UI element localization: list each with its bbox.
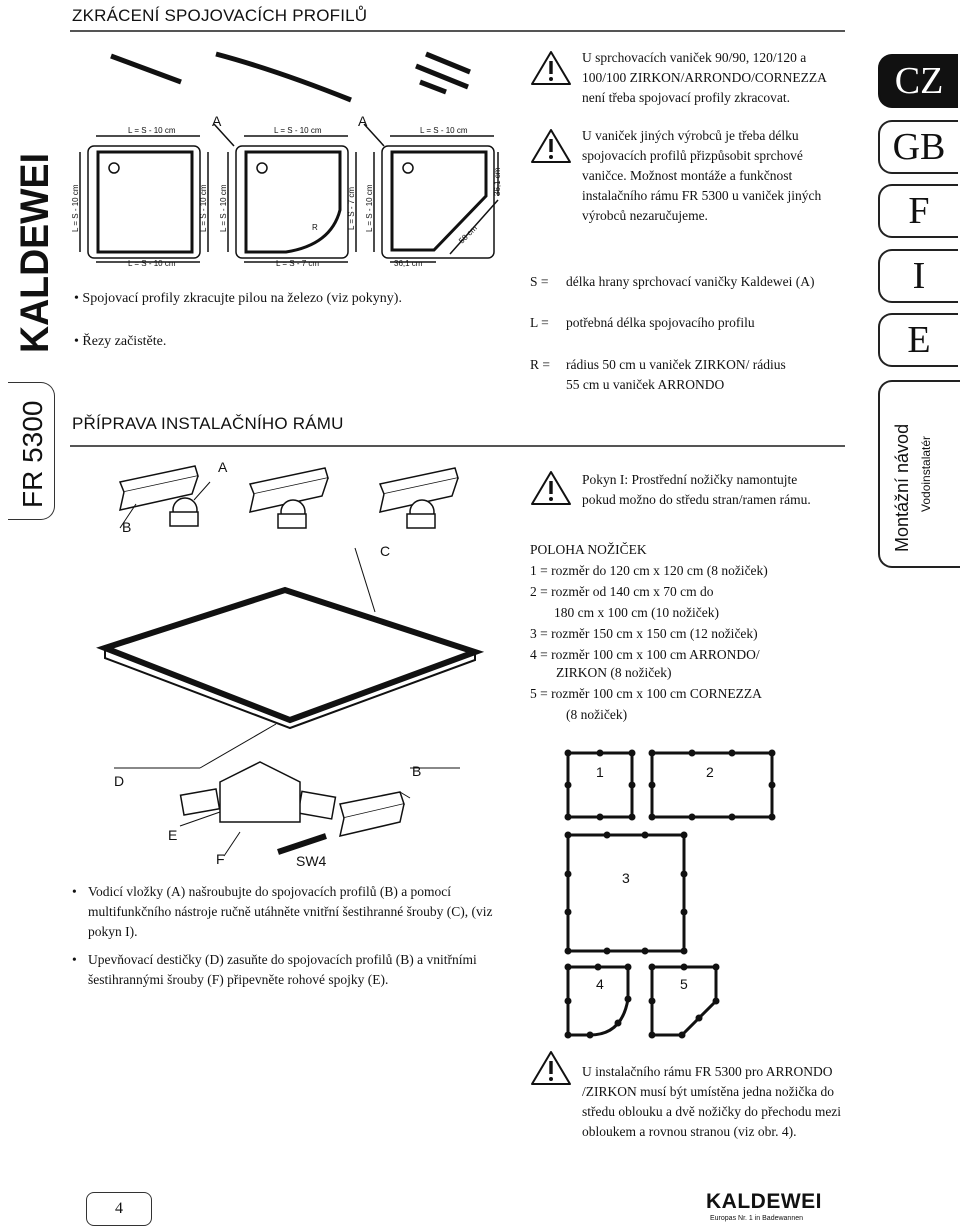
svg-text:58 cm: 58 cm xyxy=(457,223,479,246)
tab-language-cz[interactable]: CZ xyxy=(878,54,958,108)
svg-text:B: B xyxy=(122,519,132,535)
tab-language-f[interactable]: F xyxy=(878,184,958,238)
svg-text:L = S - 10 cm: L = S - 10 cm xyxy=(274,126,322,135)
feet-item-1: 1 = rozměr do 120 cm x 120 cm (8 nožiček) xyxy=(530,563,768,578)
bullet-deburr: • Řezy začistěte. xyxy=(74,334,167,349)
svg-text:L = S - 10 cm: L = S - 10 cm xyxy=(420,126,468,135)
svg-text:Montážní návod: Montážní návod xyxy=(892,423,912,552)
feet-item-2: 2 = rozměr od 140 cm x 70 cm do xyxy=(530,584,714,599)
warning-text-other-manufacturers: U vaniček jiných výrobců je třeba délku spojovacích profilů přizpůsobit sprchové vaničce. Možnost montáže a funkčnost instalačního rámu FR 5300 u vaniček jiných výrobců nezaručujeme. xyxy=(582,128,822,223)
svg-text:FR 5300: FR 5300 xyxy=(17,400,48,508)
frame-instructions xyxy=(72,882,512,990)
svg-text:36,1 cm: 36,1 cm xyxy=(493,167,502,196)
model-label xyxy=(12,388,52,514)
bullet-cut: • Spojovací profily zkracujte pilou na železo (viz pokyny). xyxy=(74,291,402,306)
svg-text:4: 4 xyxy=(596,976,604,992)
legend-key-r: R = xyxy=(530,357,550,372)
bullet-text: Upevňovací destičky (D) zasuňte do spojovacích profilů (B) a vnitřními šestihrannými šrouby (F) připevněte rohové spojky (E). xyxy=(88,952,477,987)
instruction-i-text: Pokyn I: Prostřední nožičky namontujte pokud možno do středu stran/ramen rámu. xyxy=(582,472,811,507)
svg-text:SW4: SW4 xyxy=(296,853,327,869)
svg-text:F: F xyxy=(216,851,225,867)
frame-assembly-diagram xyxy=(100,452,500,870)
warning-text-no-shortening: U sprchovacích vaniček 90/90, 120/120 a 100/100 ZIRKON/ARRONDO/CORNEZZA není třeba spojovací profily zkracovat. xyxy=(582,50,827,105)
tab-language-gb[interactable]: GB xyxy=(878,120,958,174)
footer-tagline: Europas Nr. 1 in Badewannen xyxy=(710,1215,804,1222)
feet-item-5b: (8 nožiček) xyxy=(566,707,628,722)
svg-text:E: E xyxy=(168,827,178,843)
manual-title xyxy=(882,386,952,558)
svg-text:5: 5 xyxy=(680,976,688,992)
feet-item-5: 5 = rozměr 100 cm x 100 cm CORNEZZA xyxy=(530,686,762,701)
svg-text:2: 2 xyxy=(706,764,714,780)
svg-text:L = S - 10 cm: L = S - 10 cm xyxy=(71,184,80,232)
page-number: 4 xyxy=(86,1192,152,1226)
svg-text:L = S - 10 cm: L = S - 10 cm xyxy=(128,126,176,135)
svg-text:1: 1 xyxy=(596,764,604,780)
warning-text-arrondo: U instalačního rámu FR 5300 pro ARRONDO /ZIRKON musí být umístěna jedna nožička do středu oblouku a dvě nožičky do přechodu mezi obloukem a rovnou stranou (viz obr. 4). xyxy=(582,1064,842,1139)
svg-text:36,1 cm: 36,1 cm xyxy=(394,259,423,268)
svg-text:A: A xyxy=(218,459,228,475)
brand-logo-vertical xyxy=(10,139,57,358)
svg-text:L = S - 10 cm: L = S - 10 cm xyxy=(128,259,176,268)
svg-text:Vodoinstalatér: Vodoinstalatér xyxy=(919,435,933,512)
warning-icon xyxy=(530,470,572,506)
feet-item-3: 3 = rozměr 150 cm x 150 cm (12 nožiček) xyxy=(530,626,758,641)
warning-icon xyxy=(530,50,572,86)
tab-language-i[interactable]: I xyxy=(878,249,958,303)
legend-value-r: rádius 50 cm u vaniček ZIRKON/ rádius 55 cm u vaniček ARRONDO xyxy=(566,357,786,392)
svg-text:L = S - 10 cm: L = S - 10 cm xyxy=(365,184,374,232)
svg-text:A: A xyxy=(212,113,222,129)
footer-logo: KALDEWEI xyxy=(706,1190,822,1213)
legend-key-s: S = xyxy=(530,274,549,289)
svg-text:C: C xyxy=(380,543,391,559)
divider xyxy=(70,445,845,447)
legend-value-s: délka hrany sprchovací vaničky Kaldewei (A) xyxy=(566,274,815,289)
svg-text:L = S - 7 cm: L = S - 7 cm xyxy=(276,259,320,268)
feet-position-diagram xyxy=(560,745,790,1045)
bullet-dot: • xyxy=(72,952,77,967)
list-item xyxy=(72,950,512,990)
legend-value-l: potřebná délka spojovacího profilu xyxy=(566,315,755,330)
bullet-text: Vodicí vložky (A) našroubujte do spojovacích profilů (B) a pomocí multifunkčního nástroje ručně utáhněte vnitřní šestihranné šrouby (C), (viz pokyn I). xyxy=(88,884,493,939)
section-title-shortening: ZKRÁCENÍ SPOJOVACÍCH PROFILŮ xyxy=(72,6,368,25)
svg-text:L = S - 10 cm: L = S - 10 cm xyxy=(199,184,208,232)
list-item xyxy=(72,882,512,942)
warning-icon xyxy=(530,1050,572,1086)
profile-shortening-diagram xyxy=(66,40,516,278)
svg-text:A: A xyxy=(358,113,368,129)
svg-text:L = S - 10 cm: L = S - 10 cm xyxy=(219,184,228,232)
feet-item-4b: ZIRKON (8 nožiček) xyxy=(556,665,672,680)
svg-text:B: B xyxy=(412,763,422,779)
feet-item-2b: 180 cm x 100 cm (10 nožiček) xyxy=(554,605,719,620)
feet-title: POLOHA NOŽIČEK xyxy=(530,542,647,557)
section-title-frame: PŘÍPRAVA INSTALAČNÍHO RÁMU xyxy=(72,414,344,433)
svg-text:R: R xyxy=(312,223,318,232)
tab-language-e[interactable]: E xyxy=(878,313,958,367)
divider xyxy=(70,30,845,32)
feet-item-4: 4 = rozměr 100 cm x 100 cm ARRONDO/ xyxy=(530,647,760,662)
bullet-dot: • xyxy=(72,884,77,899)
legend-key-l: L = xyxy=(530,315,549,330)
warning-icon xyxy=(530,128,572,164)
svg-text:KALDEWEI: KALDEWEI xyxy=(13,139,57,353)
svg-text:3: 3 xyxy=(622,870,630,886)
svg-text:D: D xyxy=(114,773,125,789)
svg-text:L = S - 7 cm: L = S - 7 cm xyxy=(347,186,356,230)
